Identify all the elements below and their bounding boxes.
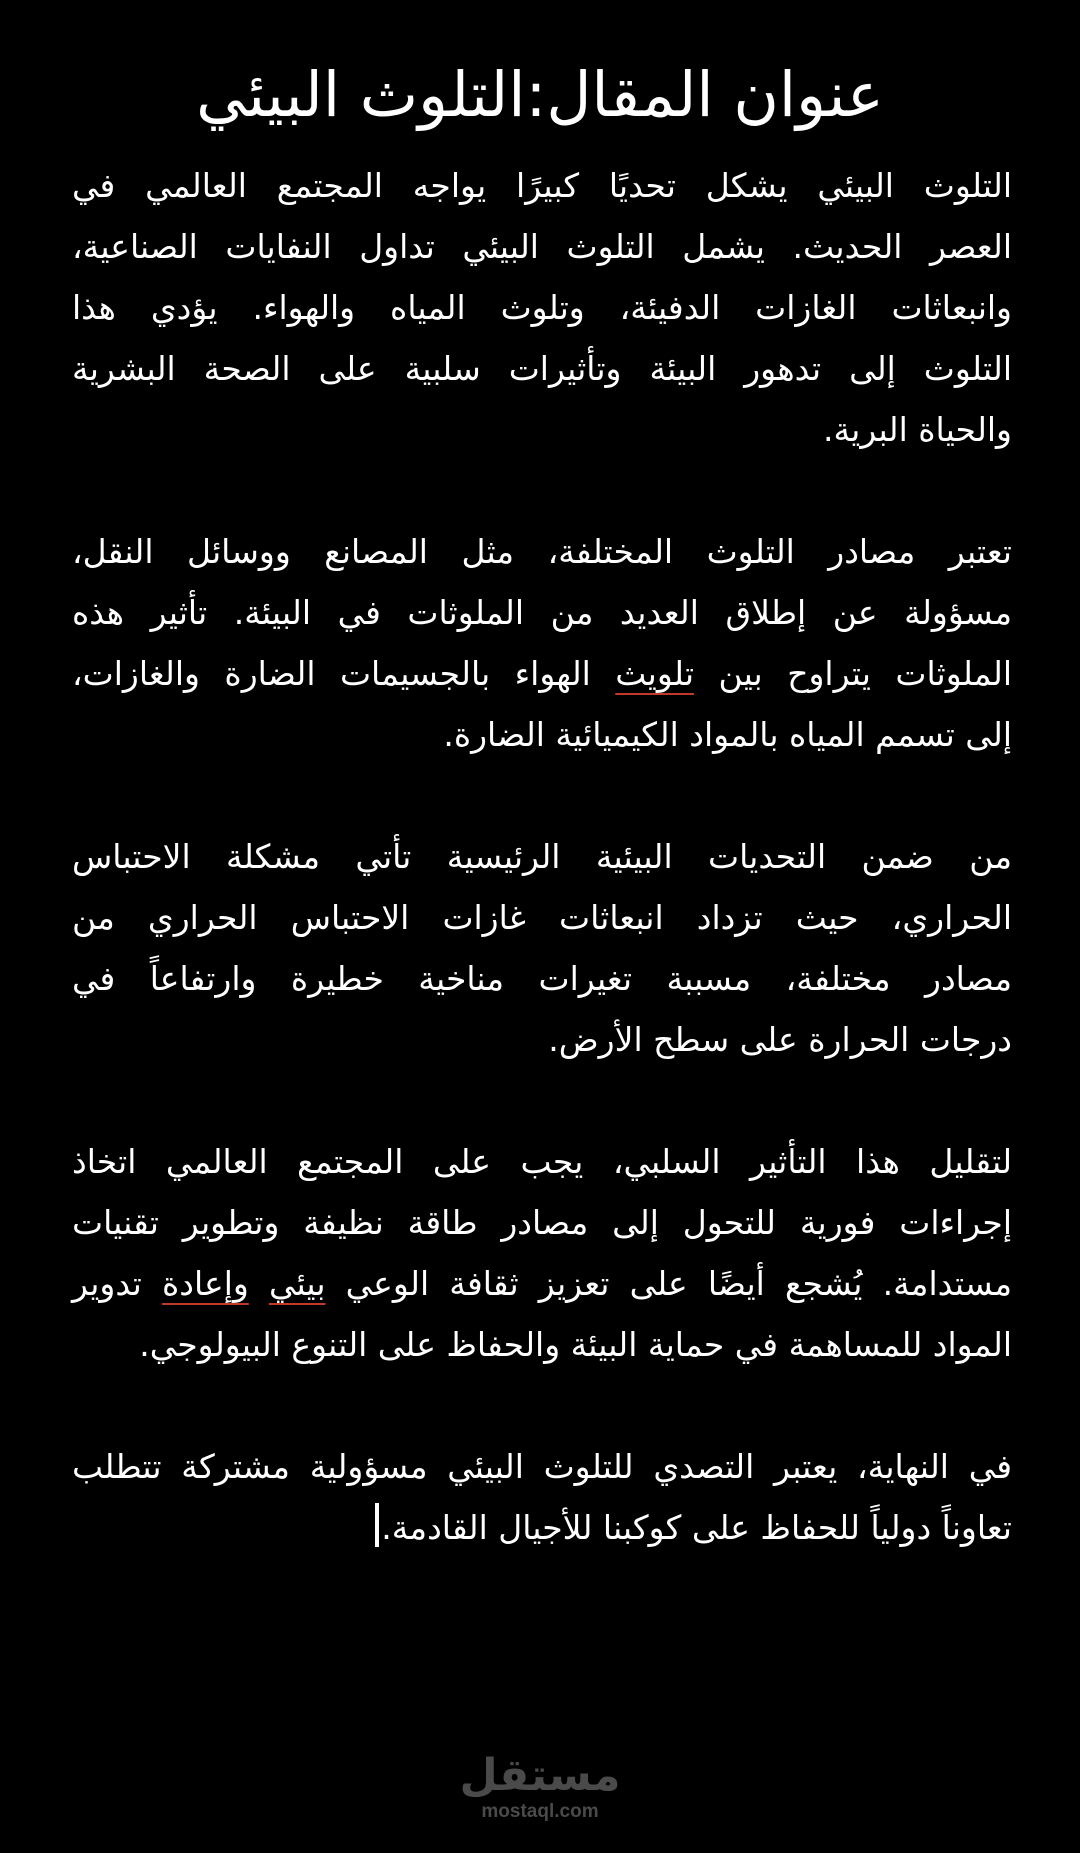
text-line: إلى تسمم المياه بالمواد الكيميائية الضارة.: [443, 715, 1012, 754]
paragraph-gap: [72, 1375, 1012, 1436]
text-line: مصادر مختلفة، مسببة تغيرات مناخية خطيرة وارتفاعاً في: [72, 959, 1012, 998]
paragraph-sources: [72, 521, 1012, 765]
text-line: تعتبر مصادر التلوث المختلفة، مثل المصانع ووسائل النقل،: [72, 532, 1012, 571]
text-line: مسؤولة عن إطلاق العديد من الملوثات في البيئة. تأثير هذه: [72, 593, 1012, 632]
mostaql-logo: مستقل: [459, 1750, 621, 1801]
text-line: [72, 1253, 1012, 1314]
text-line: لتقليل هذا التأثير السلبي، يجب على المجتمع العالمي اتخاذ: [72, 1142, 1012, 1181]
spellcheck-flagged-word[interactable]: وإعادة: [161, 1264, 249, 1303]
text-line: العصر الحديث. يشمل التلوث البيئي تداول النفايات الصناعية،: [72, 227, 1012, 266]
text-line: المواد للمساهمة في حماية البيئة والحفاظ على التنوع البيولوجي.: [139, 1325, 1012, 1364]
spellcheck-flagged-word[interactable]: بيئي: [268, 1264, 326, 1303]
text-line: [72, 643, 1012, 704]
text-line: إجراءات فورية للتحول إلى مصادر طاقة نظيفة وتطوير تقنيات: [72, 1203, 1012, 1242]
paragraph-gap: [72, 1070, 1012, 1131]
text-line: الحراري، حيث تزداد انبعاثات غازات الاحتباس الحراري من: [72, 898, 1012, 937]
text-cursor: [375, 1503, 379, 1547]
paragraph-gap: [72, 460, 1012, 521]
document-body[interactable]: [72, 155, 1012, 1558]
text-line: درجات الحرارة على سطح الأرض.: [548, 1020, 1012, 1059]
spellcheck-flagged-word[interactable]: تلويث: [615, 654, 695, 693]
text-line: والحياة البرية.: [822, 410, 1012, 449]
text-segment: [249, 1264, 269, 1303]
text-line: من ضمن التحديات البيئية الرئيسية تأتي مشكلة الاحتباس: [72, 837, 1012, 876]
text-line: التلوث إلى تدهور البيئة وتأثيرات سلبية على الصحة البشرية: [72, 349, 1012, 388]
paragraph-solutions: [72, 1131, 1012, 1375]
paragraph-conclusion: [72, 1436, 1012, 1558]
article-title: عنوان المقال:التلوث البيئي: [196, 58, 884, 131]
text-line: في النهاية، يعتبر التصدي للتلوث البيئي مسؤولية مشتركة تتطلب: [72, 1447, 1012, 1486]
mostaql-domain: mostaql.com: [481, 1801, 599, 1822]
paragraph-global-warming: [72, 826, 1012, 1070]
mostaql-watermark: [0, 1752, 1080, 1824]
paragraph-intro: [72, 155, 1012, 460]
text-line: [72, 1497, 1012, 1558]
text-segment: مستدامة. يُشجع أيضًا على تعزيز ثقافة الوعي: [325, 1264, 1013, 1303]
text-segment: الملوثات يتراوح بين: [694, 654, 1012, 693]
text-segment: الهواء بالجسيمات الضارة والغازات،: [72, 654, 616, 693]
paragraph-gap: [72, 765, 1012, 826]
text-line: وانبعاثات الغازات الدفيئة، وتلوث المياه والهواء. يؤدي هذا: [72, 288, 1012, 327]
text-segment: تعاوناً دولياً للحفاظ على كوكبنا للأجيال القادمة.: [381, 1508, 1012, 1547]
text-segment: تدوير: [72, 1264, 162, 1303]
text-line: التلوث البيئي يشكل تحديًا كبيرًا يواجه المجتمع العالمي في: [72, 166, 1012, 205]
